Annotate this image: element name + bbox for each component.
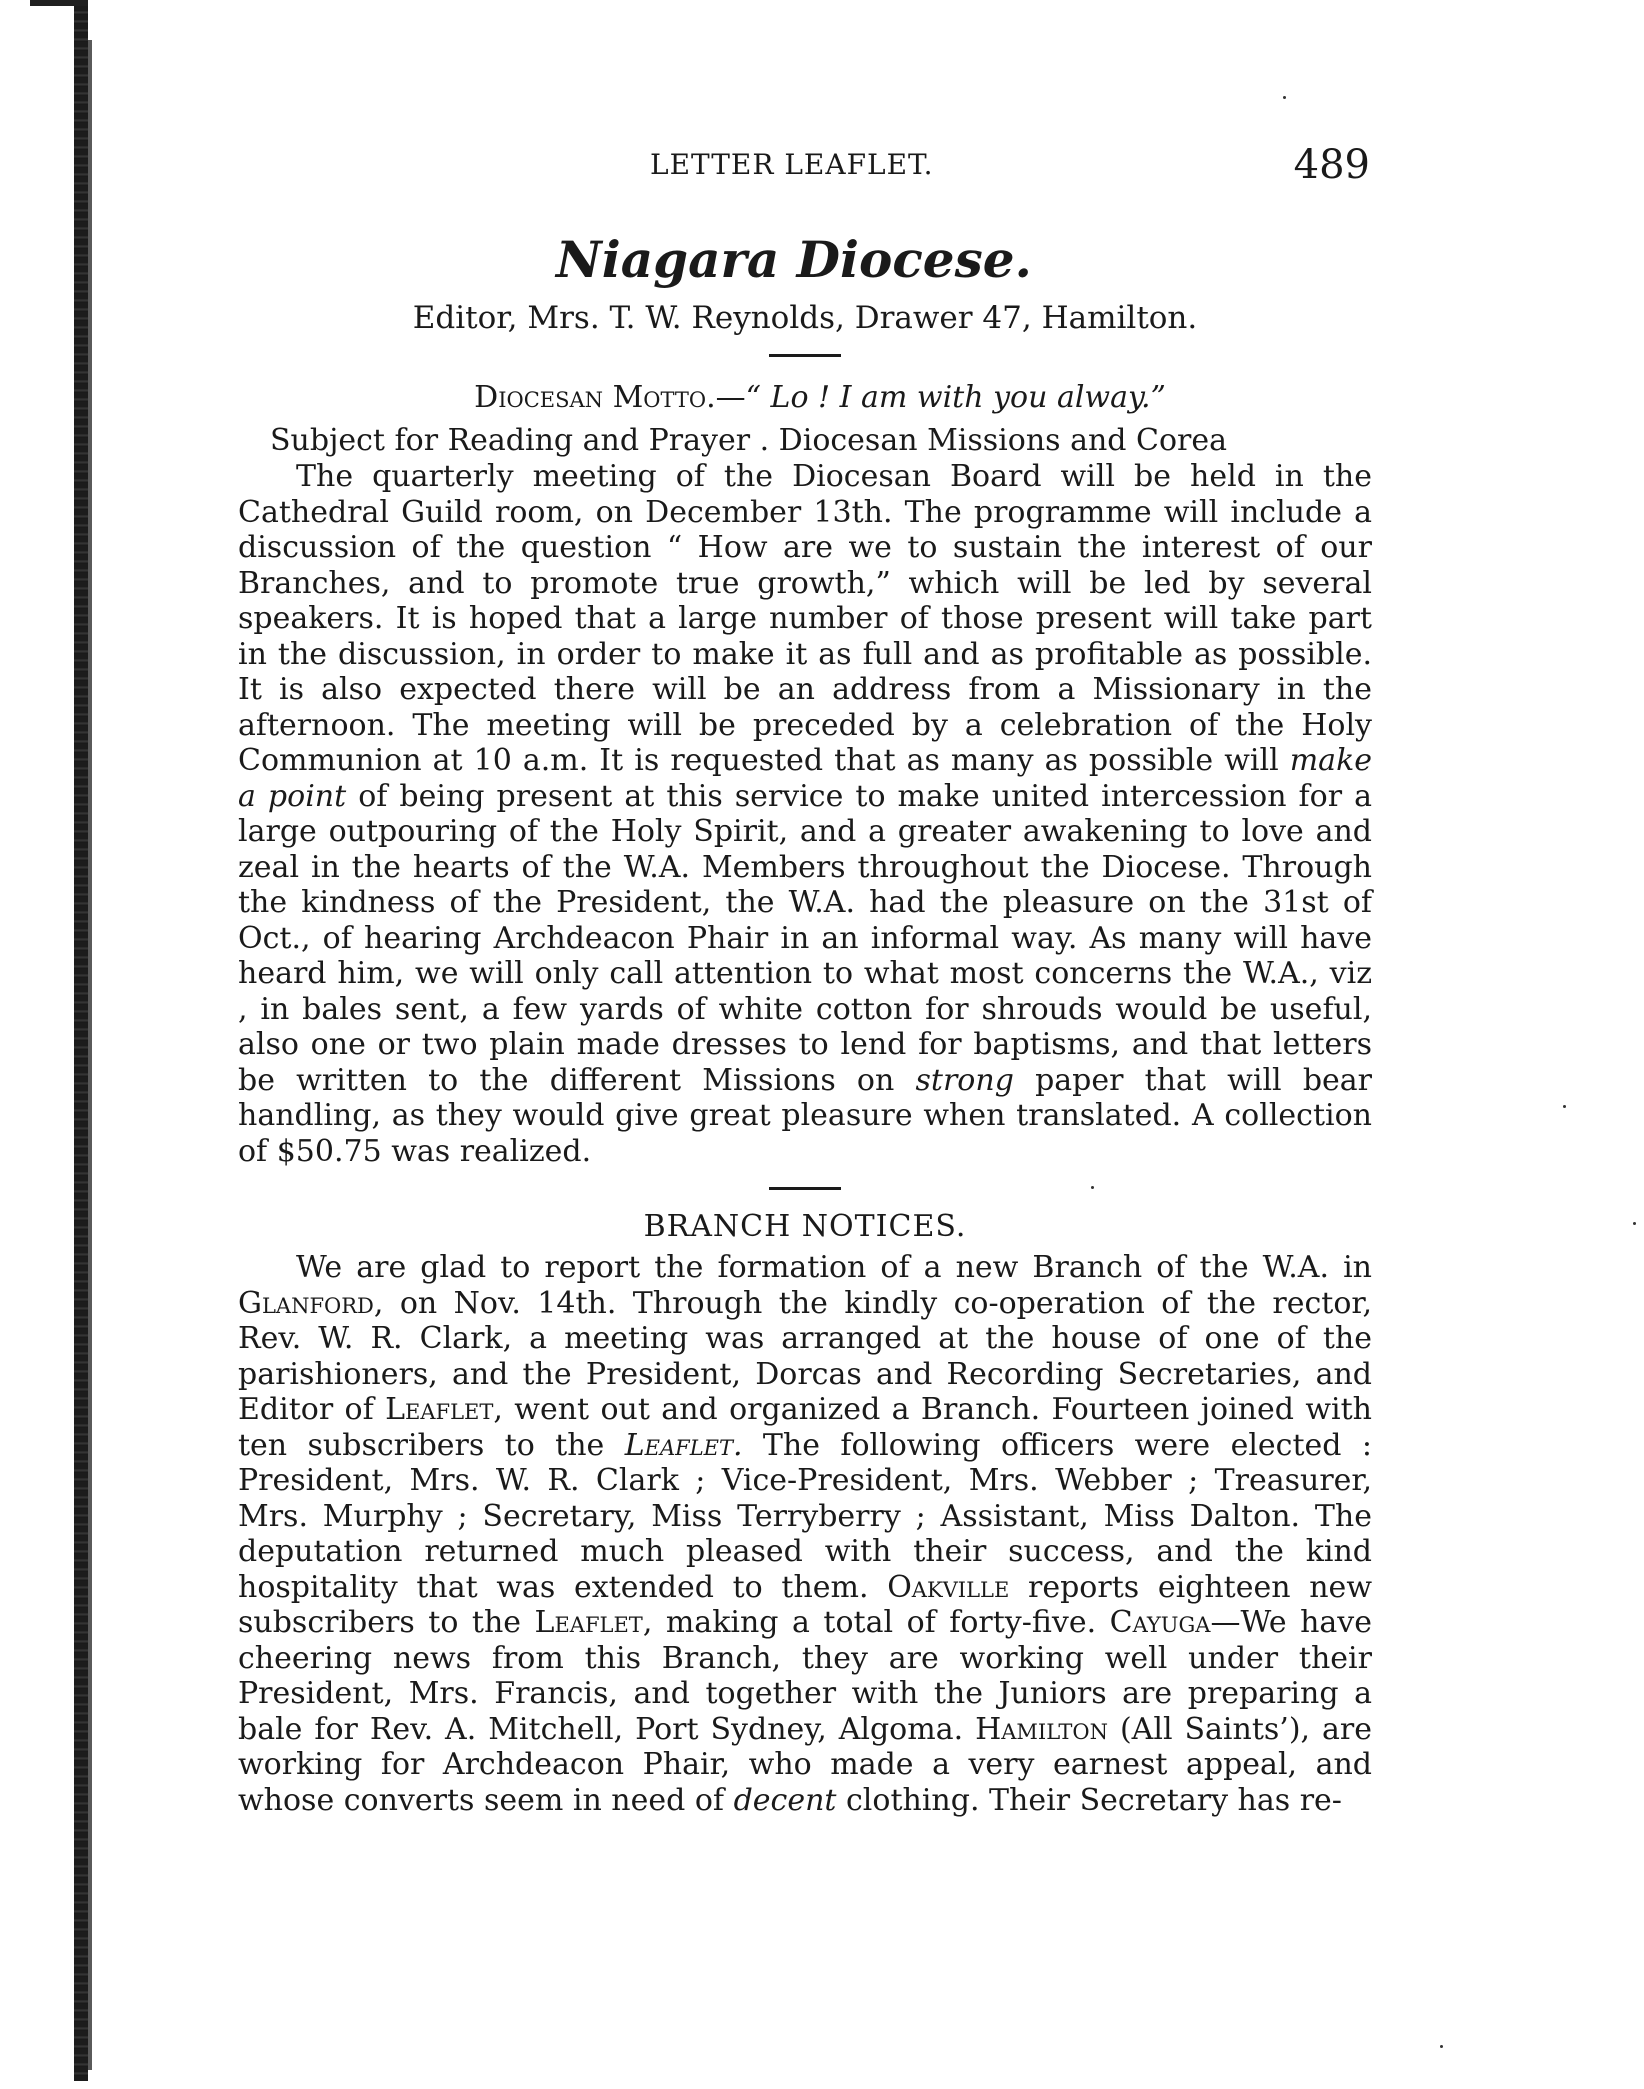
publication-name: Leaflet (385, 1392, 494, 1427)
text-run: The quarterly meeting of the Diocesan Board will be held in the Cathedral Guild room, on December 13th. The programme will include a discussion of the question “ How are we to sustain the interest of our Branches, and to promote true growth,” which will be led by several speakers. It is hoped that a large number of those present will take part in the discussion, in order to make it as full and as profitable as possible. It is also expected there will be an address from a Missionary in the afternoon. The meeting will be preceded by a celebration of the Holy Communion at 10 a.m. It is requested that as many as possible will (238, 459, 1372, 778)
emphasis-text: make a point (238, 743, 1372, 814)
place-name: Glanford (238, 1285, 374, 1321)
speck (1283, 96, 1286, 99)
text-run: paper that will bear handling, as they would give great pleasure when translated. A collection of $50.75 was realized. (238, 1062, 1373, 1169)
publication-name: Leaflet (534, 1605, 643, 1640)
place-name: Hamilton (975, 1711, 1109, 1747)
binding-shadow (88, 40, 92, 2070)
divider-rule (769, 354, 841, 357)
subject-line: Subject for Reading and Prayer . Diocesan Missions and Corea (270, 423, 1228, 458)
text-run: of being present at this service to make united intercession for a large outpouring of the Holy Spirit, and a greater awakening to love and zeal in the hearts of the W.A. Members throughout the Diocese. Through the kindness of the President, the W.A. had the pleasure on the 31st of Oct., of hearing Archdeacon Phair in an informal way. As many will have heard him, we will only call attention to what most concerns the W.A., viz , in bales sent, a few yards of white cotton for shrouds would be useful, also one or two plain made dresses to lend for baptisms, and that letters be written to the different Missions on (238, 778, 1372, 1098)
motto-text: “ Lo ! I am with you alway.” (745, 380, 1166, 415)
place-name: Oakville (887, 1569, 1010, 1605)
text-run: , went out and organized a Branch. Fourteen joined with ten subscribers to the (238, 1392, 1372, 1463)
running-head (240, 142, 1370, 198)
diocese-title: Niagara Diocese. (556, 230, 1032, 289)
text-run: , on Nov. 14th. Through the kindly co-operation of the rector, Rev. W. R. Clark, a meeting was arranged at the house of one of the parishioners, and the President, Dorcas and Recording Secretaries, and Editor of (238, 1285, 1372, 1427)
editor-line: Editor, Mrs. T. W. Reynolds, Drawer 47, Hamilton. (412, 300, 1198, 336)
page-number: 489 (1293, 142, 1370, 188)
publication-name: Leaflet. (624, 1427, 743, 1463)
emphasis-text: strong (915, 1062, 1014, 1098)
text-run: The following officers were elected : President, Mrs. W. R. Clark ; Vice-President, Mrs. Webber ; Treasurer, Mrs. Murphy ; Secretary, Miss Terryberry ; Assistant, Miss Dalton. The deputation returned much pleased with their success, and the kind hospitality that was extended to them. (238, 1427, 1372, 1605)
section-heading: BRANCH NOTICES. (643, 1209, 967, 1244)
text-run: , making a total of forty-five. (642, 1605, 1110, 1640)
binding-edge (30, 0, 90, 2089)
motto-label: Diocesan Motto.— (474, 380, 746, 415)
text-run: We are glad to report the formation of a new Branch of the W.A. in (296, 1250, 1372, 1285)
board-meeting-paragraph (238, 459, 1372, 1169)
article-column (238, 200, 1372, 1818)
speck (1633, 1222, 1636, 1225)
binding-bar (74, 6, 88, 2081)
place-name: Cayuga (1109, 1605, 1211, 1640)
emphasis-text: decent (733, 1782, 837, 1818)
speck (1563, 1105, 1566, 1108)
speck (1440, 2045, 1443, 2048)
text-run: —We have cheering news from this Branch, they are working well under their President, Mrs. Francis, and together with the Juniors are preparing a bale for Rev. A. Mitchell, Port Sydney, Algoma. (238, 1605, 1373, 1747)
branch-notices-paragraph (238, 1250, 1372, 1818)
divider-rule (769, 1187, 841, 1190)
text-run: reports eighteen new subscribers to the (238, 1569, 1372, 1640)
text-run: clothing. Their Secretary has re- (836, 1782, 1342, 1818)
running-title: LETTER LEAFLET. (650, 148, 934, 181)
text-run: (All Saints’), are working for Archdeacon Phair, who made a very earnest appeal, and whose converts seem in need of (238, 1711, 1372, 1818)
diocesan-motto (268, 379, 1372, 417)
